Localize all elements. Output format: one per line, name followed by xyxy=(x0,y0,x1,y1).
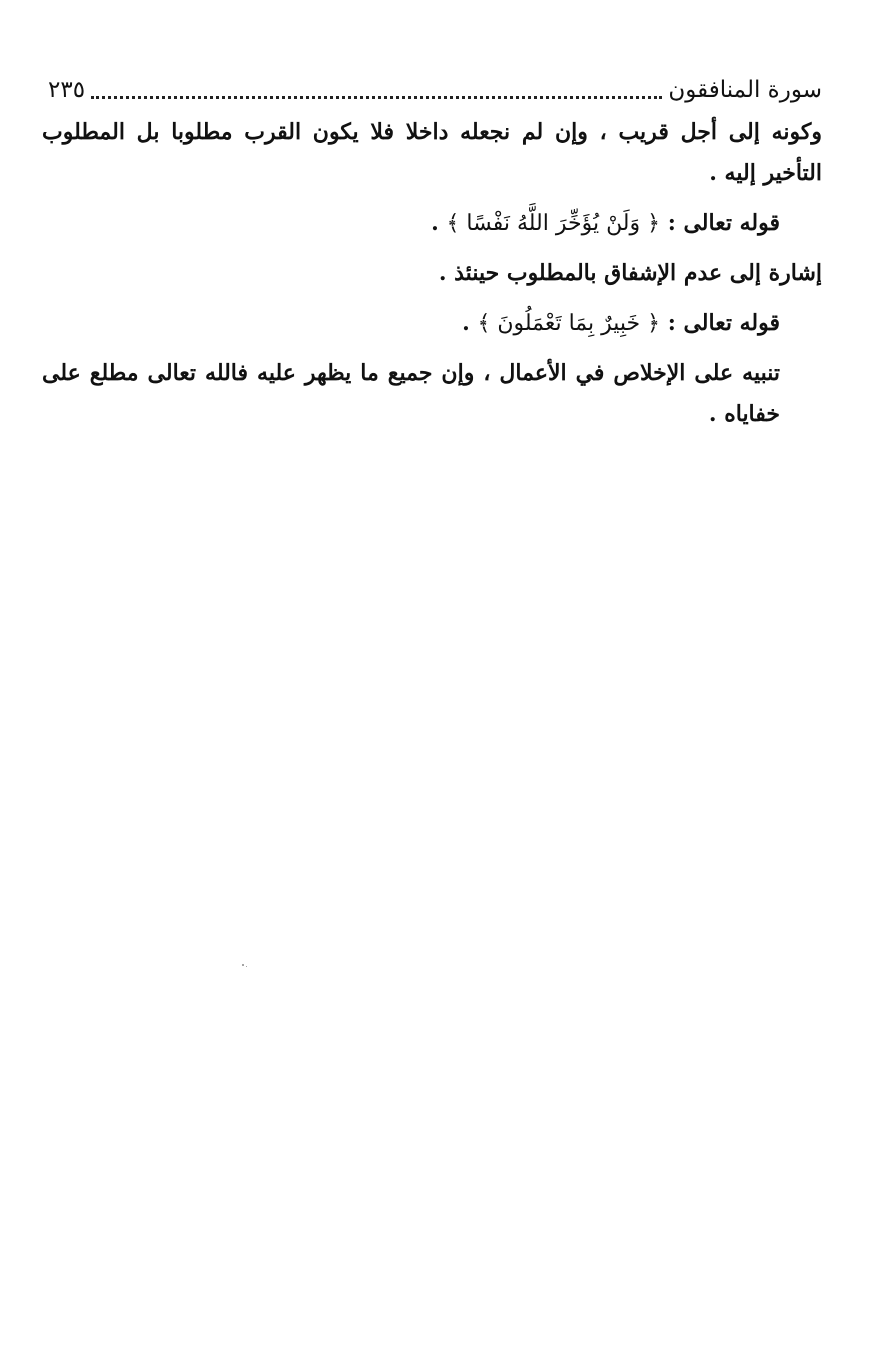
scan-speck xyxy=(242,964,244,966)
scan-speck xyxy=(246,966,247,967)
leader-dots xyxy=(91,86,662,99)
verse-tail: . xyxy=(431,210,447,236)
quran-verse: ﴿ خَبِيرٌ بِمَا تَعْمَلُونَ ﴾ xyxy=(477,311,661,336)
quran-verse: ﴿ وَلَنْ يُؤَخِّرَ اللَّهُ نَفْسًا ﴾ xyxy=(446,211,661,236)
page-body xyxy=(42,112,822,444)
verse-lead: قوله تعالى : xyxy=(660,210,780,236)
page-number: ٢٣٥ xyxy=(48,77,86,103)
surah-title: سورة المنافقون xyxy=(668,77,822,103)
paragraph: إشارة إلى عدم الإشفاق بالمطلوب حينئذ . xyxy=(438,260,822,286)
running-header xyxy=(42,70,822,110)
verse-paragraph xyxy=(42,303,822,344)
verse-paragraph xyxy=(42,203,822,244)
verse-lead: قوله تعالى : xyxy=(660,310,780,336)
paragraph: تنبيه على الإخلاص في الأعمال ، وإن جميع ما يظهر عليه فالله تعالى مطلع على خفاياه . xyxy=(42,360,780,427)
verse-tail: . xyxy=(462,310,478,336)
paragraph: وكونه إلى أجل قريب ، وإن لم نجعله داخلا فلا يكون القرب مطلوبا بل المطلوب التأخير إليه . xyxy=(42,119,822,186)
